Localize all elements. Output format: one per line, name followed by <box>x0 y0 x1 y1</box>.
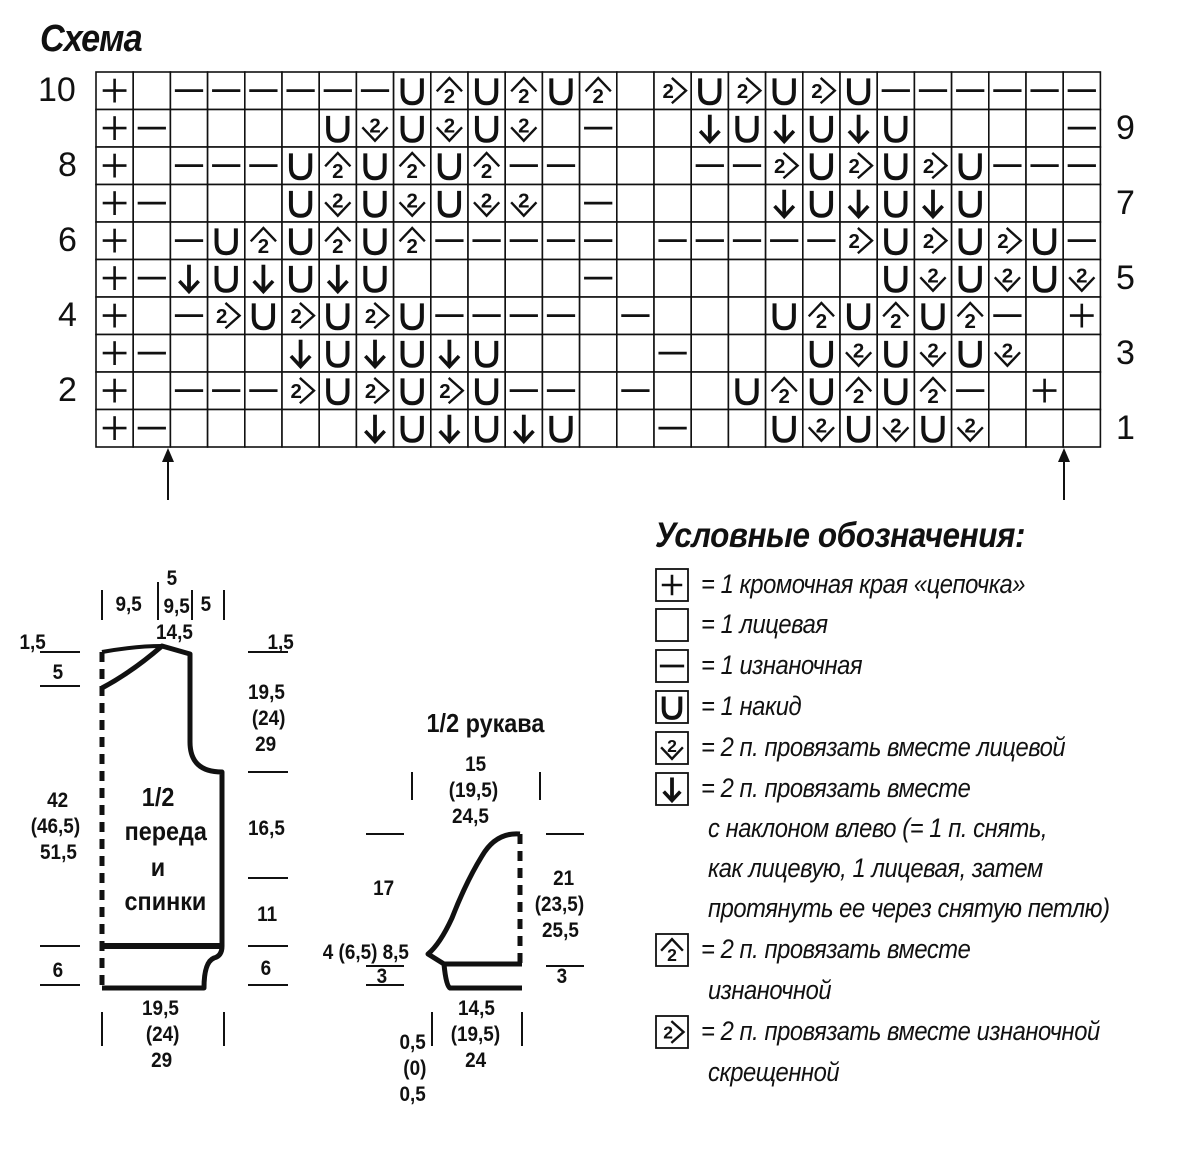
legend-text: = 2 п. провязать вместе изнаночной <box>701 1016 1100 1046</box>
legend-text: = 2 п. провязать вместе лицевой <box>701 732 1066 762</box>
svg-text:2: 2 <box>852 385 865 409</box>
body-label: спинки <box>124 886 207 916</box>
svg-text:2: 2 <box>927 385 939 409</box>
svg-text:2: 2 <box>369 114 381 138</box>
svg-text:2: 2 <box>662 80 674 104</box>
svg-text:2: 2 <box>290 305 302 329</box>
sleeve-cuff-outline <box>444 964 522 988</box>
chart-title: Схема <box>40 18 142 60</box>
dimension-label: 24,5 <box>452 805 489 828</box>
svg-text:2: 2 <box>364 305 377 329</box>
svg-text:2: 2 <box>592 85 604 109</box>
svg-text:2: 2 <box>332 235 344 259</box>
svg-text:2: 2 <box>997 230 1009 254</box>
dimension-label: (19,5) <box>448 779 499 802</box>
sleeve-outline <box>428 834 520 964</box>
svg-text:2: 2 <box>406 235 418 259</box>
row-number: 5 <box>1116 258 1135 297</box>
dimension-label: (46,5) <box>30 815 81 838</box>
legend-text-continuation: изнаночной <box>708 975 832 1005</box>
svg-text:2: 2 <box>406 160 418 184</box>
svg-text:2: 2 <box>518 85 530 109</box>
dimension-label: 0,5 <box>399 1031 426 1054</box>
legend-text-continuation: как лицевую, 1 лицевая, затем <box>708 853 1043 883</box>
svg-text:2: 2 <box>518 189 530 213</box>
svg-text:2: 2 <box>890 310 902 334</box>
row-number: 7 <box>1116 183 1135 222</box>
dimension-label: (23,5) <box>534 893 585 916</box>
legend-text-continuation: протянуть ее через снятую петлю) <box>708 893 1110 923</box>
dimension-label: 29 <box>255 733 277 756</box>
dimension-label: 51,5 <box>40 841 77 864</box>
svg-text:2: 2 <box>439 380 451 404</box>
row-number: 2 <box>58 371 77 409</box>
svg-text:2: 2 <box>848 155 860 179</box>
svg-text:2: 2 <box>332 189 344 213</box>
svg-text:2: 2 <box>663 1022 674 1043</box>
legend-text: = 1 накид <box>701 691 802 721</box>
dimension-label: 3 <box>376 965 388 988</box>
dimension-label: 3 <box>556 965 568 988</box>
svg-text:2: 2 <box>848 230 860 254</box>
svg-text:2: 2 <box>332 160 344 184</box>
svg-text:2: 2 <box>927 339 939 363</box>
dimension-label: 1,5 <box>267 631 294 654</box>
row-number: 9 <box>1116 108 1135 147</box>
dimension-label: 16,5 <box>248 817 285 840</box>
svg-text:2: 2 <box>443 114 456 138</box>
dimension-label: 14,5 <box>156 621 193 644</box>
svg-text:2: 2 <box>290 380 302 404</box>
svg-text:2: 2 <box>852 339 865 363</box>
dimension-label: 19,5 <box>142 997 179 1020</box>
svg-text:2: 2 <box>1001 339 1014 363</box>
dimension-label: 6 <box>52 959 64 982</box>
legend-title: Условные обозначения: <box>655 516 1026 555</box>
svg-text:2: 2 <box>480 189 493 213</box>
svg-text:2: 2 <box>922 230 935 254</box>
svg-text:2: 2 <box>778 385 790 409</box>
svg-text:2: 2 <box>443 85 456 109</box>
svg-text:2: 2 <box>667 735 677 756</box>
legend-text: = 1 кромочная края «цепочка» <box>701 569 1026 599</box>
legend-text-continuation: с наклоном влево (= 1 п. снять, <box>708 813 1048 843</box>
row-number: 6 <box>58 221 77 259</box>
svg-text:2: 2 <box>815 414 828 438</box>
svg-text:2: 2 <box>890 414 902 438</box>
legend-text: = 2 п. провязать вместе <box>701 934 971 964</box>
svg-text:2: 2 <box>1076 264 1088 288</box>
dimension-label: 9,5 <box>115 593 142 616</box>
body-label: переда <box>124 816 207 846</box>
svg-text:2: 2 <box>811 80 823 104</box>
svg-text:2: 2 <box>964 310 976 334</box>
dimension-label: 5 <box>52 661 64 684</box>
body-label: и <box>150 852 166 882</box>
svg-text:2: 2 <box>1001 264 1014 288</box>
svg-text:2: 2 <box>927 264 939 288</box>
dimension-label: 6 <box>260 957 272 980</box>
svg-text:2: 2 <box>815 310 828 334</box>
dimension-label: 5 <box>166 567 178 590</box>
svg-text:2: 2 <box>774 155 786 179</box>
body-hem-outline <box>102 946 222 988</box>
svg-text:2: 2 <box>257 235 270 259</box>
svg-text:2: 2 <box>364 380 377 404</box>
dimension-label: 0,5 <box>399 1083 426 1106</box>
svg-text:2: 2 <box>736 80 749 104</box>
svg-text:2: 2 <box>216 305 228 329</box>
dimension-label: 17 <box>373 877 395 900</box>
dimension-label: 5 <box>200 593 212 616</box>
dimension-label: 29 <box>151 1049 173 1072</box>
svg-text:2: 2 <box>964 414 976 438</box>
dimension-label: 15 <box>465 753 487 776</box>
row-number: 8 <box>58 146 77 184</box>
dimension-label: 1,5 <box>19 631 46 654</box>
dimension-label: (19,5) <box>450 1023 501 1046</box>
dimension-label: 4 (6,5) 8,5 <box>322 941 409 964</box>
dimension-label: 42 <box>47 789 69 812</box>
svg-text:2: 2 <box>667 944 677 965</box>
svg-text:2: 2 <box>922 155 935 179</box>
row-number: 3 <box>1116 333 1135 372</box>
dimension-label: 21 <box>553 867 575 890</box>
dimension-label: (24) <box>145 1023 180 1046</box>
legend-text: = 1 лицевая <box>701 609 828 639</box>
row-number: 1 <box>1116 408 1135 447</box>
legend-text-continuation: скрещенной <box>708 1057 840 1087</box>
legend-text: = 1 изнаночная <box>701 650 863 680</box>
legend-text: = 2 п. провязать вместе <box>701 773 971 803</box>
dimension-label: 24 <box>465 1049 487 1072</box>
dimension-label: (0) <box>403 1057 427 1080</box>
svg-text:2: 2 <box>518 114 530 138</box>
dimension-label: 11 <box>257 903 278 926</box>
svg-text:2: 2 <box>480 160 493 184</box>
dimension-label: 14,5 <box>458 997 495 1020</box>
row-number: 4 <box>58 296 77 334</box>
dimension-label: (24) <box>251 707 286 730</box>
row-number: 10 <box>38 71 76 109</box>
body-label: 1/2 <box>141 782 175 812</box>
dimension-label: 19,5 <box>248 681 285 704</box>
svg-text:2: 2 <box>406 189 418 213</box>
dimension-label: 9,5 <box>163 595 190 618</box>
dimension-label: 25,5 <box>542 919 579 942</box>
sleeve-title: 1/2 рукава <box>426 708 545 738</box>
